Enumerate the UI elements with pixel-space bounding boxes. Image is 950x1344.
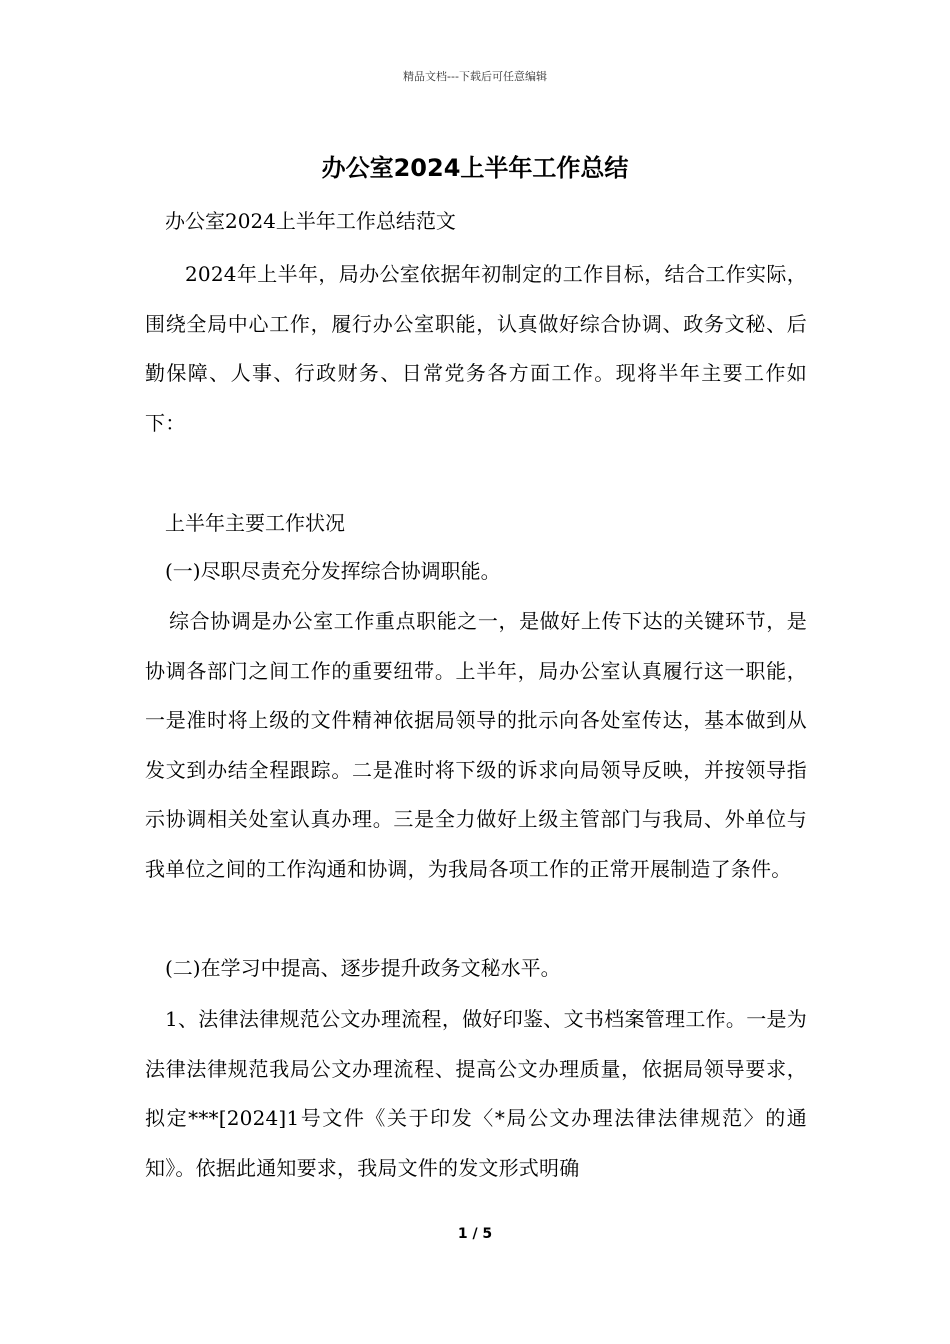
item2-sub1-paragraph: 1、法律法律规范公文办理流程，做好印鉴、文书档案管理工作。一是为法律法律规范我局公文办理流程、提高公文办理质量，依据局领导要求，拟定***[2024]1号文件《关于印发〈*局公文办理法律法律规范〉的通知》。依据此通知要求，我局文件的发文形式明确 (145, 1007, 807, 1180)
intro-block (145, 250, 807, 448)
item2-heading: (二)在学习中提高、逐步提升政务文秘水平。 (165, 956, 561, 980)
item1-block (145, 597, 807, 894)
intro-paragraph: 2024年上半年，局办公室依据年初制定的工作目标，结合工作实际，围绕全局中心工作，履行办公室职能，认真做好综合协调、政务文秘、后勤保障、人事、行政财务、日常党务各方面工作。现将半年主要工作如下： (145, 262, 807, 435)
page-number: 1 / 5 (457, 1226, 493, 1242)
item1-paragraph: 综合协调是办公室工作重点职能之一，是做好上传下达的关键环节，是协调各部门之间工作的重要纽带。上半年，局办公室认真履行这一职能，一是准时将上级的文件精神依据局领导的批示向各处室传达，基本做到从发文到办结全程跟踪。二是准时将下级的诉求向局领导反映，并按领导指示协调相关处室认真办理。三是全力做好上级主管部门与我局、外单位与我单位之间的工作沟通和协调，为我局各项工作的正常开展制造了条件。 (145, 609, 807, 881)
item1-heading: (一)尽职尽责充分发挥综合协调职能。 (165, 559, 501, 583)
document-title: 办公室2024上半年工作总结 (321, 154, 629, 182)
item2-block (145, 995, 807, 1193)
header-note: 精品文档---下载后可任意编辑 (403, 70, 547, 83)
document-subtitle: 办公室2024上半年工作总结范文 (165, 209, 456, 233)
section-heading: 上半年主要工作状况 (165, 511, 345, 535)
